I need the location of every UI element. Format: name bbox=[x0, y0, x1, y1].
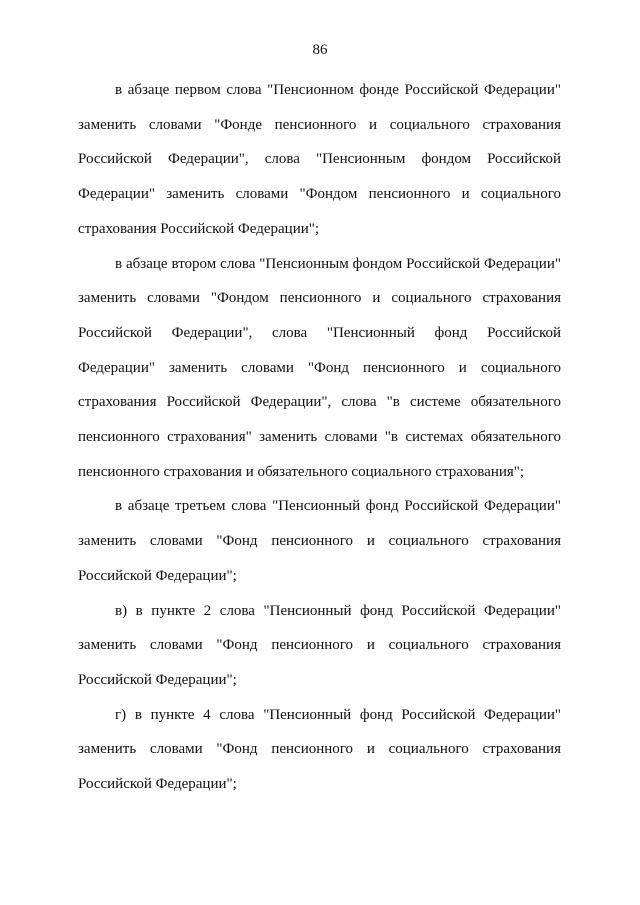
text-line: Российской Федерации", слова "Пенсионный фонд Российской bbox=[78, 324, 561, 341]
text-line: страхования Российской Федерации"; bbox=[78, 220, 320, 237]
text-line: заменить словами "Фондом пенсионного и социального страхования bbox=[78, 290, 561, 307]
text-line: Российской Федерации", слова "Пенсионным фондом Российской bbox=[78, 151, 561, 168]
paragraph-2 bbox=[78, 247, 561, 490]
text-line: заменить словами "Фонд пенсионного и социального страхования bbox=[78, 741, 561, 758]
text-line: г) в пункте 4 слова "Пенсионный фонд Российской Федерации" bbox=[115, 706, 561, 723]
text-line: страхования Российской Федерации", слова "в системе обязательного bbox=[78, 394, 561, 411]
text-line: Российской Федерации"; bbox=[78, 671, 237, 688]
text-line: в абзаце втором слова "Пенсионным фондом Российской Федерации" bbox=[115, 255, 561, 272]
document-body bbox=[78, 73, 561, 802]
text-line: пенсионного страхования и обязательного социального страхования"; bbox=[78, 463, 525, 480]
text-line: в абзаце первом слова "Пенсионном фонде Российской Федерации" bbox=[115, 82, 561, 98]
text-line: заменить словами "Фонд пенсионного и социального страхования bbox=[78, 637, 561, 654]
paragraph-3 bbox=[78, 489, 561, 593]
text-line: в абзаце третьем слова "Пенсионный фонд Российской Федерации" bbox=[115, 498, 561, 515]
text-line: Российской Федерации"; bbox=[78, 776, 237, 793]
text-line: Федерации" заменить словами "Фондом пенсионного и социального bbox=[78, 186, 561, 203]
page-number: 86 bbox=[312, 42, 328, 58]
text-line: пенсионного страхования" заменить словами "в системах обязательного bbox=[78, 429, 561, 446]
text-line: в) в пункте 2 слова "Пенсионный фонд Российской Федерации" bbox=[115, 602, 561, 619]
paragraph-4 bbox=[78, 594, 561, 698]
paragraph-1 bbox=[78, 73, 561, 247]
text-line: заменить словами "Фонд пенсионного и социального страхования bbox=[78, 533, 561, 550]
text-line: Российской Федерации"; bbox=[78, 567, 237, 584]
text-line: Федерации" заменить словами "Фонд пенсионного и социального bbox=[78, 359, 561, 376]
paragraph-5 bbox=[78, 698, 561, 802]
text-line: заменить словами "Фонде пенсионного и социального страхования bbox=[78, 116, 561, 133]
